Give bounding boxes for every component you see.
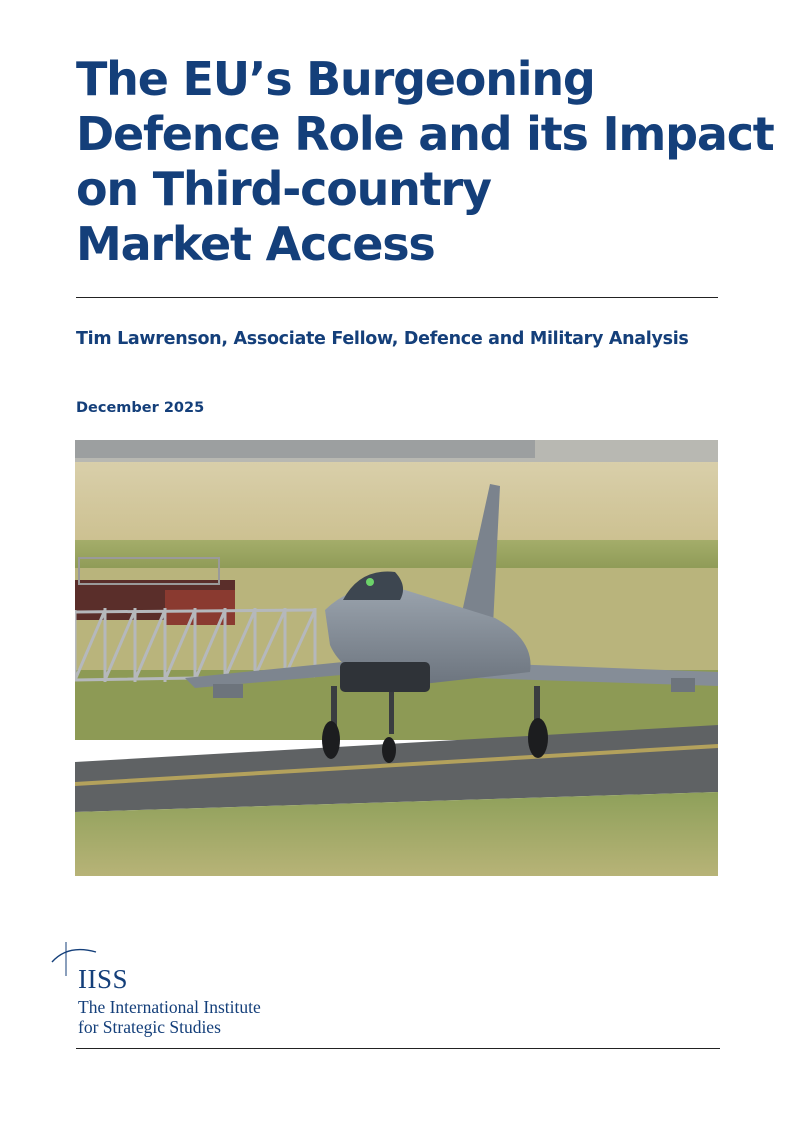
author-line: Tim Lawrenson, Associate Fellow, Defence and Military Analysis bbox=[76, 329, 689, 349]
title-line: Defence Role and its Impact bbox=[76, 107, 774, 161]
iiss-logo bbox=[48, 940, 308, 1040]
iiss-acronym: IISS bbox=[78, 964, 129, 994]
title-line: Market Access bbox=[76, 217, 435, 271]
report-title bbox=[76, 52, 774, 272]
publication-date: December 2025 bbox=[76, 400, 205, 416]
title-divider bbox=[76, 297, 718, 298]
iiss-name-line-2: for Strategic Studies bbox=[78, 1017, 221, 1037]
title-line: on Third-country bbox=[76, 162, 491, 216]
cover-photo bbox=[75, 440, 718, 876]
footer-divider bbox=[76, 1048, 720, 1049]
title-line: The EU’s Burgeoning bbox=[76, 52, 595, 106]
iiss-name-line-1: The International Institute bbox=[78, 997, 261, 1017]
